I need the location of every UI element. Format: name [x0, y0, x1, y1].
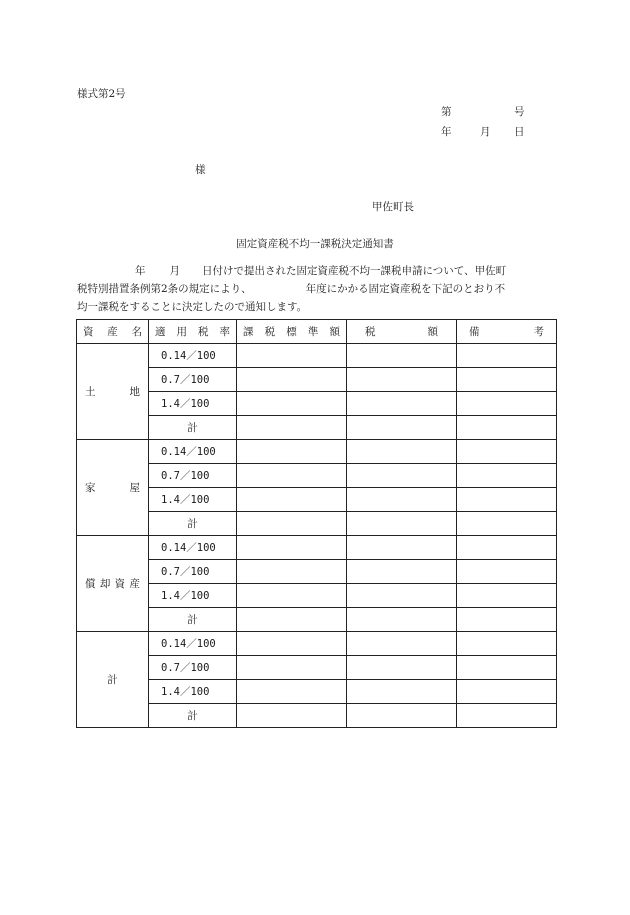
rate-cell: 0.14／100 [149, 440, 237, 464]
subtotal-label: 計 [149, 416, 237, 440]
table-header-row [77, 320, 557, 344]
remarks-cell[interactable] [457, 680, 557, 704]
tax-base-cell[interactable] [237, 656, 347, 680]
remarks-cell[interactable] [457, 512, 557, 536]
body-year-label: 年 [135, 265, 146, 277]
tax-amount-cell[interactable] [347, 440, 457, 464]
remarks-cell[interactable] [457, 704, 557, 728]
table-row [77, 440, 557, 464]
remarks-cell[interactable] [457, 440, 557, 464]
tax-base-cell[interactable] [237, 584, 347, 608]
remarks-cell[interactable] [457, 464, 557, 488]
tax-amount-cell[interactable] [347, 416, 457, 440]
tax-amount-cell[interactable] [347, 464, 457, 488]
table-row [77, 680, 557, 704]
tax-base-cell[interactable] [237, 440, 347, 464]
table-row [77, 584, 557, 608]
table-row [77, 608, 557, 632]
tax-base-cell[interactable] [237, 560, 347, 584]
issuer-name: 甲佐町長 [372, 201, 414, 213]
rate-cell: 0.14／100 [149, 536, 237, 560]
table-row [77, 392, 557, 416]
tax-base-cell[interactable] [237, 368, 347, 392]
remarks-cell[interactable] [457, 536, 557, 560]
tax-amount-cell[interactable] [347, 488, 457, 512]
table-row [77, 368, 557, 392]
remarks-cell[interactable] [457, 584, 557, 608]
tax-base-cell[interactable] [237, 464, 347, 488]
table-row [77, 488, 557, 512]
form-number: 様式第2号 [77, 88, 126, 100]
table-row [77, 704, 557, 728]
table-row [77, 656, 557, 680]
body-line-2-rest: 年度にかかる固定資産税を下記のとおり不 [305, 283, 506, 295]
tax-amount-cell[interactable] [347, 560, 457, 584]
tax-base-cell[interactable] [237, 680, 347, 704]
remarks-cell[interactable] [457, 416, 557, 440]
rate-cell: 0.14／100 [149, 632, 237, 656]
header-tax-base: 課 税 標 準 額 [237, 320, 347, 344]
tax-amount-cell[interactable] [347, 368, 457, 392]
table-row [77, 512, 557, 536]
body-line-3: 均一課税をすることに決定したので通知します。 [77, 301, 308, 313]
tax-base-cell[interactable] [237, 488, 347, 512]
tax-base-cell[interactable] [237, 632, 347, 656]
tax-base-cell[interactable] [237, 416, 347, 440]
recipient-honorific: 様 [195, 164, 206, 176]
remarks-cell[interactable] [457, 344, 557, 368]
rate-cell: 0.7／100 [149, 368, 237, 392]
table-row [77, 560, 557, 584]
tax-base-cell[interactable] [237, 392, 347, 416]
header-asset-name: 資 産 名 [77, 320, 149, 344]
tax-base-cell[interactable] [237, 344, 347, 368]
subtotal-label: 計 [149, 608, 237, 632]
tax-amount-cell[interactable] [347, 536, 457, 560]
table-row [77, 536, 557, 560]
tax-base-cell[interactable] [237, 704, 347, 728]
rate-cell: 1.4／100 [149, 680, 237, 704]
remarks-cell[interactable] [457, 392, 557, 416]
header-applied-rate: 適 用 税 率 [149, 320, 237, 344]
tax-amount-cell[interactable] [347, 344, 457, 368]
rate-cell: 1.4／100 [149, 392, 237, 416]
body-line-1 [77, 263, 506, 278]
tax-base-cell[interactable] [237, 536, 347, 560]
table-row [77, 416, 557, 440]
remarks-cell[interactable] [457, 632, 557, 656]
tax-amount-cell[interactable] [347, 512, 457, 536]
rate-cell: 0.7／100 [149, 656, 237, 680]
rate-cell: 1.4／100 [149, 584, 237, 608]
category-grand-total: 計 [77, 632, 149, 728]
subtotal-label: 計 [149, 704, 237, 728]
header-tax-amount: 税 額 [347, 320, 457, 344]
date-day-label: 日 [514, 126, 525, 138]
category-land: 土 地 [77, 344, 149, 440]
remarks-cell[interactable] [457, 608, 557, 632]
document-title: 固定資産税不均一課税決定通知書 [236, 238, 394, 250]
table-row [77, 632, 557, 656]
table-row [77, 464, 557, 488]
category-depreciable-assets: 償 却 資 産 [77, 536, 149, 632]
category-house: 家 屋 [77, 440, 149, 536]
body-line-2 [77, 281, 505, 296]
tax-base-cell[interactable] [237, 512, 347, 536]
tax-amount-cell[interactable] [347, 704, 457, 728]
body-line-2-start: 税特別措置条例第2条の規定により、 [77, 283, 252, 295]
remarks-cell[interactable] [457, 368, 557, 392]
body-line-1-text: 日付けで提出された固定資産税不均一課税申請について、甲佐町 [202, 265, 507, 277]
table-row [77, 344, 557, 368]
tax-amount-cell[interactable] [347, 584, 457, 608]
subtotal-label: 計 [149, 512, 237, 536]
remarks-cell[interactable] [457, 656, 557, 680]
remarks-cell[interactable] [457, 560, 557, 584]
remarks-cell[interactable] [457, 488, 557, 512]
body-month-label: 月 [169, 265, 180, 277]
header-remarks: 備 考 [457, 320, 557, 344]
rate-cell: 0.7／100 [149, 464, 237, 488]
rate-cell: 0.7／100 [149, 560, 237, 584]
document-number-suffix: 号 [514, 106, 525, 118]
tax-amount-cell[interactable] [347, 608, 457, 632]
tax-amount-cell[interactable] [347, 632, 457, 656]
date-month-label: 月 [480, 126, 491, 138]
tax-amount-cell[interactable] [347, 392, 457, 416]
tax-amount-cell[interactable] [347, 680, 457, 704]
rate-cell: 1.4／100 [149, 488, 237, 512]
rate-cell: 0.14／100 [149, 344, 237, 368]
tax-amount-cell[interactable] [347, 656, 457, 680]
tax-determination-table [76, 319, 557, 728]
tax-base-cell[interactable] [237, 608, 347, 632]
document-number-prefix: 第 [441, 106, 452, 118]
date-year-label: 年 [441, 126, 452, 138]
